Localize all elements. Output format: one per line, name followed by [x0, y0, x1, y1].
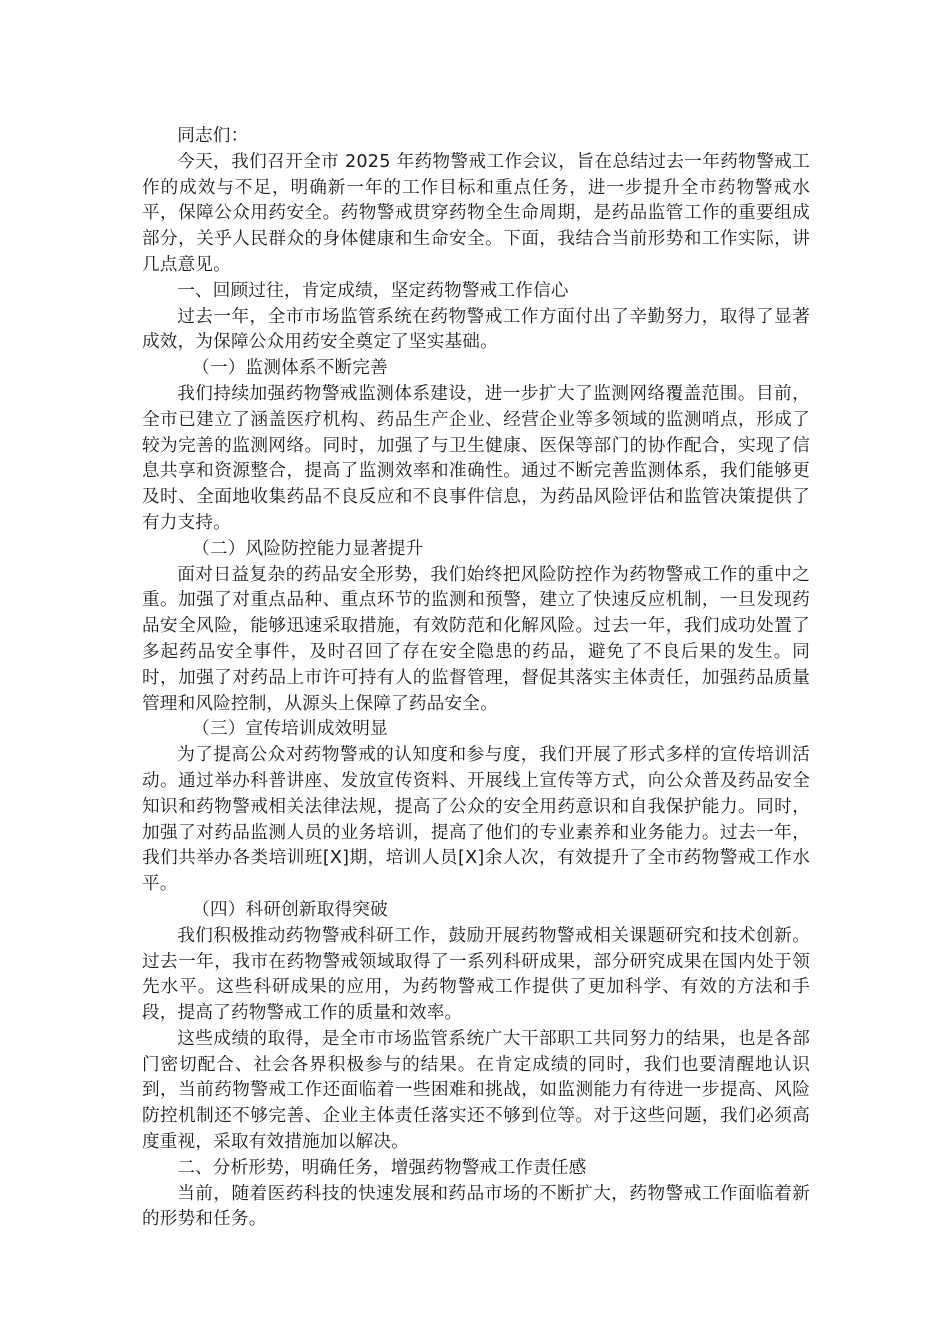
document-body — [142, 124, 810, 1233]
subsection-heading-1: （一）监测体系不断完善 — [192, 358, 388, 379]
body-paragraph: 为了提高公众对药物警戒的认知度和参与度，我们开展了形式多样的宣传培训活动。通过举办科普讲座、发放宣传资料、开展线上宣传等方式，向公众普及药品安全知识和药物警戒相关法律法规，提高了公众的安全用药意识和自我保护能力。同时，加强了对药品监测人员的业务培训，提高了他们的专业素养和业务能力。过去一年，我们共举办各类培训班[X]期，培训人员[X]余人次，有效提升了全市药物警戒工作水平。 — [142, 745, 810, 895]
body-paragraph: 面对日益复杂的药品安全形势，我们始终把风险防控作为药物警戒工作的重中之重。加强了对重点品种、重点环节的监测和预警，建立了快速反应机制，一旦发现药品安全风险，能够迅速采取措施，有效防范和化解风险。过去一年，我们成功处置了多起药品安全事件，及时召回了存在安全隐患的药品，避免了不良后果的发生。同时，加强了对药品上市许可持有人的监督管理，督促其落实主体责任，加强药品质量管理和风险控制，从源头上保障了药品安全。 — [142, 564, 810, 714]
body-paragraph: 过去一年，全市市场监管系统在药物警戒工作方面付出了辛勤努力，取得了显著成效，为保障公众用药安全奠定了坚实基础。 — [142, 306, 810, 353]
body-paragraph: 当前，随着医药科技的快速发展和药品市场的不断扩大，药物警戒工作面临着新的形势和任务。 — [142, 1183, 810, 1230]
intro-paragraph: 今天，我们召开全市 2025 年药物警戒工作会议，旨在总结过去一年药物警戒工作的成效与不足，明确新一年的工作目标和重点任务，进一步提升全市药物警戒水平，保障公众用药安全。药物警戒贯穿药物全生命周期，是药品监管工作的重要组成部分，关乎人民群众的身体健康和生命安全。下面，我结合当前形势和工作实际，讲几点意见。 — [142, 151, 810, 275]
body-paragraph: 我们积极推动药物警戒科研工作，鼓励开展药物警戒相关课题研究和技术创新。过去一年，我市在药物警戒领域取得了一系列科研成果，部分研究成果在国内处于领先水平。这些科研成果的应用，为药物警戒工作提供了更加科学、有效的方法和手段，提高了药物警戒工作的质量和效率。 — [142, 925, 810, 1024]
subsection-heading-4: （四）科研创新取得突破 — [192, 899, 388, 920]
subsection-heading-3: （三）宣传培训成效明显 — [192, 719, 388, 740]
section-heading-2: 二、分析形势，明确任务，增强药物警戒工作责任感 — [177, 1157, 587, 1178]
greeting: 同志们： — [177, 126, 249, 146]
body-paragraph: 我们持续加强药物警戒监测体系建设，进一步扩大了监测网络覆盖范围。目前，全市已建立了涵盖医疗机构、药品生产企业、经营企业等多领域的监测哨点，形成了较为完善的监测网络。同时，加强了与卫生健康、医保等部门的协作配合，实现了信息共享和资源整合，提高了监测效率和准确性。通过不断完善监测体系，我们能够更及时、全面地收集药品不良反应和不良事件信息，为药品风险评估和监管决策提供了有力支持。 — [142, 383, 810, 533]
subsection-heading-2: （二）风险防控能力显著提升 — [192, 538, 424, 559]
body-paragraph: 这些成绩的取得，是全市市场监管系统广大干部职工共同努力的结果，也是各部门密切配合、社会各界积极参与的结果。在肯定成绩的同时，我们也要清醒地认识到，当前药物警戒工作还面临着一些困难和挑战，如监测能力有待进一步提高、风险防控机制还不够完善、企业主体责任落实还不够到位等。对于这些问题，我们必须高度重视，采取有效措施加以解决。 — [142, 1028, 810, 1153]
section-heading-1: 一、回顾过往，肯定成绩，坚定药物警戒工作信心 — [177, 280, 569, 301]
